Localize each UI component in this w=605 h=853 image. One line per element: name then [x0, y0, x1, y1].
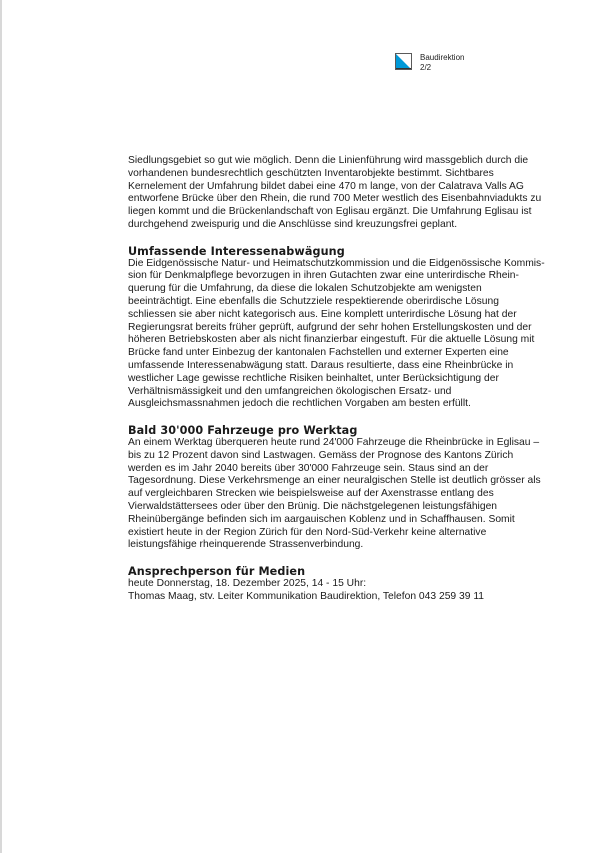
paragraph-line: An einem Werktag überqueren heute rund 24'000 Fahrzeuge die Rheinbrücke in Eglisau –: [128, 436, 540, 448]
paragraph-line: Verhältnismässigkeit und den umfangreichen ökologischen Ersatz- und: [128, 385, 452, 397]
paragraph-line: bis zu 12 Prozent davon sind Lastwagen. Gemäss der Prognose des Kantons Zürich: [128, 449, 514, 461]
paragraph-line: umfassende Interessenabwägung statt. Daraus resultierte, dass eine Rheinbrücke in: [128, 359, 514, 371]
section-heading: Bald 30'000 Fahrzeuge pro Werktag: [128, 423, 358, 437]
paragraph-line: Tagesordnung. Diese Verkehrsmenge an einer neuralgischen Stelle ist deutlich grösser als: [128, 475, 541, 487]
spacer: [128, 232, 598, 245]
paragraph-line: beeinträchtigt. Eine ebenfalls die Schutzziele respektierende oberirdische Lösung: [128, 295, 499, 307]
paragraph-line: Brücke fand unter Einbezug der kantonalen Fachstellen und externer Experten eine: [128, 347, 509, 359]
paragraph-line: querung für die Umfahrung, da diese die lokalen Schutzobjekte am wenigsten: [128, 283, 482, 295]
paragraph-line: Kernelement der Umfahrung bildet dabei eine 470 m lange, von der Calatrava Valls AG: [128, 180, 524, 192]
paragraph-line: existiert heute in der Region Zürich für den Nord-Süd-Verkehr keine alternative: [128, 526, 487, 538]
paragraph-line: Ausgleichsmassnahmen jedoch die rechtlichen Vorgaben am besten erfüllt.: [128, 398, 471, 410]
spacer: [128, 411, 598, 424]
paragraph-line: durchgehend zweispurig und die Anschlüsse sind kreuzungsfrei geplant.: [128, 218, 458, 230]
canton-zurich-logo: [395, 53, 412, 70]
section-interessenabwaegung: [128, 245, 598, 412]
paragraph-line: schliessen sie aber nicht kategorisch aus. Eine komplett unterirdische Lösung hat der: [128, 308, 517, 320]
paragraph-line: Siedlungsgebiet so gut wie möglich. Denn die Linienführung wird massgeblich durch die: [128, 155, 529, 166]
page-header: [420, 53, 464, 73]
paragraph-line: auf vergleichbaren Strecken wie beispielsweise auf der Axenstrasse entlang des: [128, 488, 494, 500]
paragraph-line: liegen kommt und die Brückenlandschaft von Eglisau ergänzt. Die Umfahrung Eglisau ist: [128, 206, 532, 218]
paragraph-line: westlicher Lage gewisse rechtliche Risiken beinhaltet, unter Berücksichtigung der: [128, 372, 499, 384]
logo-shield-icon: [396, 54, 411, 69]
section-heading: Ansprechperson für Medien: [128, 564, 306, 578]
contact-time: heute Donnerstag, 18. Dezember 2025, 14 - 15 Uhr:: [128, 577, 367, 589]
paragraph-line: sion für Denkmalpflege bevorzugen in ihren Gutachten zwar eine unterirdische Rhein-: [128, 270, 519, 282]
contact-person: Thomas Maag, stv. Leiter Kommunikation Baudirektion, Telefon 043 259 39 11: [128, 590, 485, 602]
document-body: [128, 155, 598, 604]
section-heading: Umfassende Interessenabwägung: [128, 244, 345, 258]
section-fahrzeuge: [128, 424, 598, 552]
section-intro-continued: [128, 155, 598, 232]
paragraph-line: werden es im Jahr 2040 bereits über 30'000 Fahrzeuge sein. Staus sind an der: [128, 462, 489, 474]
paragraph-line: entworfene Brücke über den Rhein, die rund 700 Meter westlich des Eisenbahnviadukts zu: [128, 193, 542, 205]
paragraph-line: vorhandenen bundesrechtlich geschützten Inventarobjekte bestimmt. Sichtbares: [128, 167, 494, 179]
paragraph-line: höheren Betriebskosten aber als nicht finanzierbar eingestuft. Für die aktuelle Lösung mit: [128, 334, 535, 346]
paragraph-line: Vierwaldstättersees oder über den Brünig. Die nächstgelegenen leistungsfähigen: [128, 500, 498, 512]
section-media-contact: [128, 565, 598, 604]
page-number: 2/2: [420, 63, 432, 72]
spacer: [128, 552, 598, 565]
paragraph-line: Regierungsrat bereits früher geprüft, aufgrund der sehr hohen Erstellungskosten und der: [128, 321, 532, 333]
department-name: Baudirektion: [420, 53, 465, 62]
paragraph-line: Rheinübergänge befinden sich im aargauischen Koblenz und in Schaffhausen. Somit: [128, 513, 515, 525]
paragraph-line: leistungsfähige rheinquerende Strassenverbindung.: [128, 539, 364, 551]
paragraph-line: Die Eidgenössische Natur- und Heimatschutzkommission und die Eidgenössische Kommis-: [128, 257, 545, 269]
page-edge: [0, 0, 2, 853]
